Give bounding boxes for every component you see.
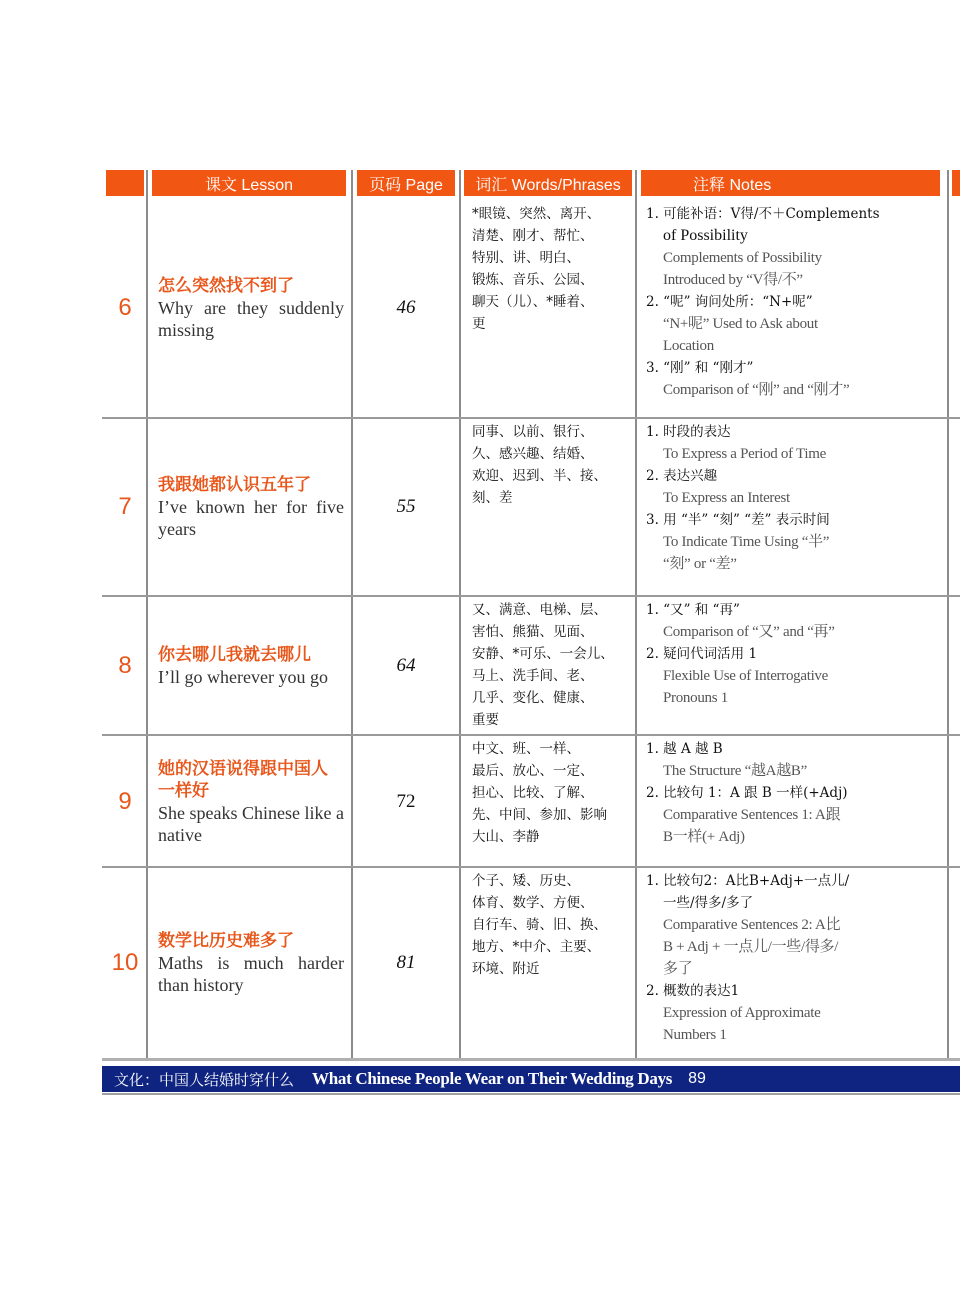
vocab-line: 刻、差: [472, 490, 513, 506]
vocab-line: 同事、以前、银行、: [472, 424, 594, 440]
lesson-title: [158, 419, 344, 595]
note-explanation: Flexible Use of Interrogative: [663, 668, 828, 684]
page-number: 72: [396, 790, 416, 812]
note-heading: 1. 可能补语：V得/不＋Complements: [646, 206, 880, 222]
lesson-number: 8: [118, 652, 132, 679]
culture-section-bar: [102, 1066, 960, 1092]
vocab-line: 久、感兴趣、结婚、: [472, 446, 594, 462]
note-explanation: Comparative Sentences 2: A比: [663, 917, 841, 933]
vocab-line: 害怕、熊猫、见面、: [472, 624, 594, 640]
note-heading: 2. 表达兴趣: [646, 468, 718, 484]
lesson-title-english: Why are they suddenly missing: [158, 298, 344, 340]
note-heading: 2. 比较句 1：A 跟 B 一样(+Adj): [646, 785, 848, 801]
note-heading: 3. “刚” 和 “刚才”: [646, 360, 754, 376]
page-number: 46: [396, 297, 416, 318]
column-divider: [947, 170, 949, 1058]
note-heading: 3. 用 “半” “刻” “差” 表示时间: [646, 512, 830, 528]
page-number: 81: [396, 952, 416, 973]
vocabulary-list: [472, 203, 632, 335]
vocabulary-list: [472, 870, 632, 980]
header-page: 页码 Page: [357, 170, 455, 196]
lesson-number: 9: [118, 787, 132, 815]
header-words: 词汇 Words/Phrases: [464, 170, 632, 196]
vocab-line: 聊天（儿）、*睡着、: [472, 294, 594, 310]
vocab-line: 地方、*中介、主要、: [472, 939, 601, 955]
vocab-line: 体育、数学、方便、: [472, 895, 594, 911]
vocab-line: *眼镜、突然、离开、: [472, 206, 601, 222]
vocab-line: 中文、班、一样、: [472, 741, 580, 757]
page-number: 64: [396, 655, 416, 676]
note-explanation: To Express an Interest: [663, 490, 790, 506]
note-heading: 1. “又” 和 “再”: [646, 602, 740, 618]
vocab-line: 清楚、刚才、帮忙、: [472, 228, 594, 244]
note-heading: 2. 概数的表达1: [646, 983, 740, 999]
note-explanation: Location: [663, 338, 714, 354]
vocab-line: 自行车、骑、旧、换、: [472, 917, 607, 933]
lesson-title: [158, 198, 344, 418]
lesson-title-english: I’ll go wherever you go: [158, 667, 328, 687]
lesson-title: [158, 736, 344, 867]
note-explanation: Expression of Approximate: [663, 1005, 821, 1021]
note-explanation: Complements of Possibility: [663, 250, 822, 266]
lesson-number: 7: [118, 493, 132, 520]
page-number: 55: [396, 496, 416, 517]
header-number-cell: [106, 170, 144, 196]
note-explanation: B一样(+ Adj): [663, 829, 745, 845]
note-heading: 2. “呢” 询问处所：“N+呢”: [646, 294, 813, 310]
vocabulary-list: [472, 599, 632, 731]
culture-page-number: 89: [688, 1070, 706, 1087]
header-extra-cell: [952, 170, 960, 196]
lesson-title: [158, 597, 344, 735]
note-heading: 2. 疑问代词活用 1: [646, 646, 758, 662]
grammar-notes: [646, 203, 946, 401]
column-divider: [146, 170, 148, 1058]
vocabulary-list: [472, 738, 632, 848]
note-heading: 一些/得多/多了: [663, 895, 754, 911]
vocab-line: 马上、洗手间、老、: [472, 668, 594, 684]
note-heading: 1. 时段的表达: [646, 424, 731, 440]
vocab-line: 安静、*可乐、一会儿、: [472, 646, 614, 662]
note-explanation: Introduced by “V得/不”: [663, 272, 803, 288]
vocab-line: 个子、矮、历史、: [472, 873, 580, 889]
vocab-line: 大山、李静: [472, 829, 540, 845]
note-explanation: Comparative Sentences 1: A跟: [663, 807, 841, 823]
lesson-title-chinese: 她的汉语说得跟中国人一样好: [158, 758, 328, 801]
footer-divider: [102, 1058, 960, 1061]
lesson-number: 10: [111, 949, 139, 976]
culture-title-chinese: 文化：中国人结婚时穿什么: [114, 1070, 295, 1089]
lesson-title-english: I’ve known her for five years: [158, 497, 344, 539]
vocab-line: 特别、讲、明白、: [472, 250, 580, 266]
note-explanation: Pronouns 1: [663, 690, 728, 706]
vocab-line: 又、满意、电梯、层、: [472, 602, 607, 618]
note-explanation: “N+呢” Used to Ask about: [663, 316, 818, 332]
vocab-line: 更: [472, 316, 486, 332]
lesson-title: [158, 868, 344, 1058]
grammar-notes: [646, 421, 946, 575]
vocab-line: 担心、比较、了解、: [472, 785, 594, 801]
lesson-title-chinese: 怎么突然找不到了: [158, 276, 294, 296]
note-explanation: Numbers 1: [663, 1027, 727, 1043]
header-notes: 注释 Notes: [641, 170, 940, 196]
vocab-line: 先、中间、参加、影响: [472, 807, 607, 823]
vocab-line: 锻炼、音乐、公园、: [472, 272, 594, 288]
lesson-title-english: Maths is much harder than history: [158, 953, 344, 995]
vocab-line: 最后、放心、一定、: [472, 763, 594, 779]
note-explanation: Comparison of “刚” and “刚才”: [663, 382, 850, 398]
culture-title-english: What Chinese People Wear on Their Wedding Days: [312, 1069, 673, 1088]
note-explanation: To Indicate Time Using “半”: [663, 534, 830, 550]
column-divider: [351, 170, 353, 1058]
grammar-notes: [646, 599, 946, 709]
note-explanation: “刻” or “差”: [663, 556, 737, 572]
grammar-notes: [646, 738, 946, 848]
vocab-line: 几乎、变化、健康、: [472, 690, 594, 706]
note-explanation: 多了: [663, 961, 693, 977]
header-lesson: 课文 Lesson: [152, 170, 346, 196]
lesson-number: 6: [118, 294, 132, 321]
note-heading: 1. 比较句2：A比B+Adj+一点儿/: [646, 873, 850, 889]
note-explanation: The Structure “越A越B”: [663, 763, 807, 779]
note-heading: 1. 越 A 越 B: [646, 741, 723, 757]
note-explanation: To Express a Period of Time: [663, 446, 826, 462]
lesson-title-chinese: 我跟她都认识五年了: [158, 475, 311, 495]
grammar-notes: [646, 870, 946, 1046]
footer-divider: [102, 1093, 960, 1095]
vocab-line: 重要: [472, 712, 499, 728]
column-divider: [459, 170, 461, 1058]
column-divider: [635, 170, 637, 1058]
note-explanation: Comparison of “又” and “再”: [663, 624, 835, 640]
lesson-title-chinese: 数学比历史难多了: [158, 931, 294, 951]
vocab-line: 环境、附近: [472, 961, 540, 977]
lesson-title-chinese: 你去哪儿我就去哪儿: [158, 645, 311, 665]
note-explanation: B + Adj + 一点儿/一些/得多/: [663, 939, 839, 955]
vocabulary-list: [472, 421, 632, 509]
vocab-line: 欢迎、迟到、半、接、: [472, 468, 607, 484]
note-heading: of Possibility: [663, 227, 748, 244]
lesson-title-english: She speaks Chinese like a native: [158, 802, 344, 845]
